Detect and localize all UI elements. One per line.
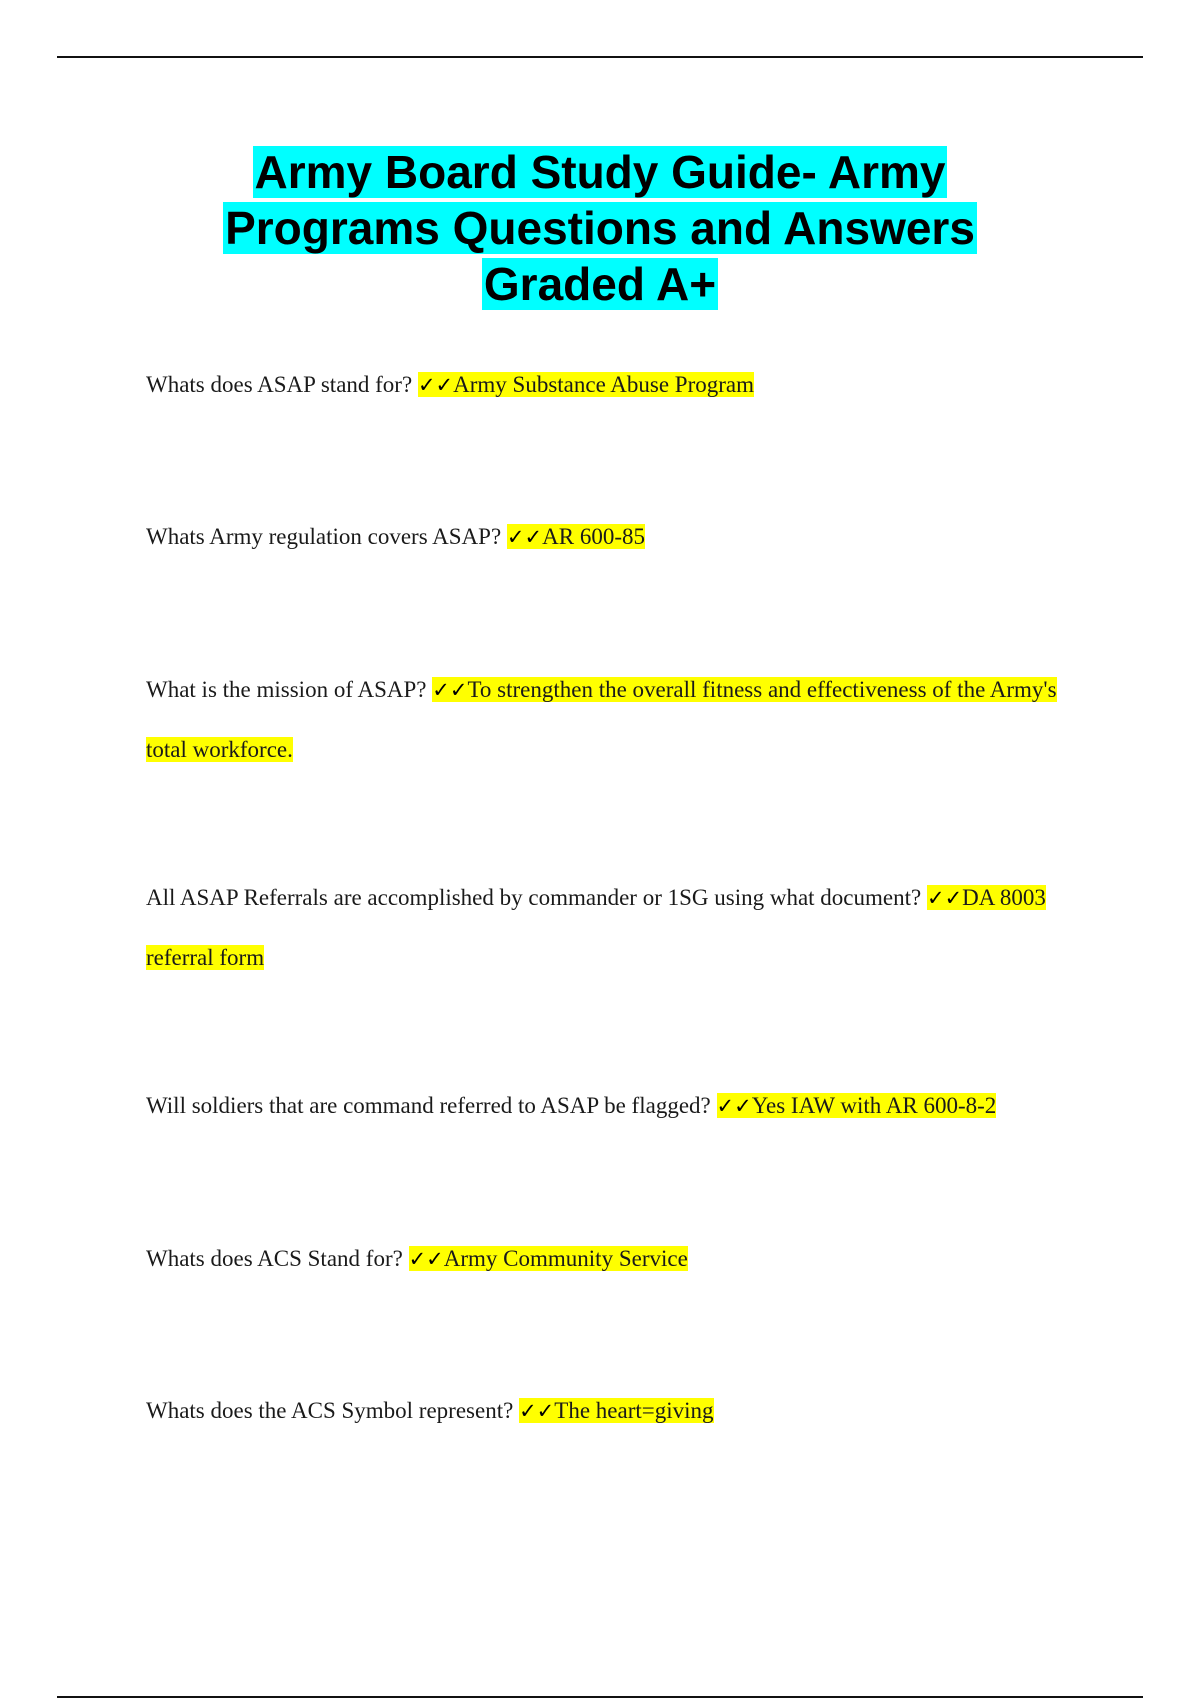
answer-text: Army Community Service xyxy=(443,1246,688,1271)
answer-highlight xyxy=(717,1093,997,1118)
double-check-icon: ✓✓ xyxy=(432,678,468,702)
bottom-rule xyxy=(57,1696,1143,1698)
document-title xyxy=(150,144,1050,312)
question-text: Whats does ACS Stand for? xyxy=(146,1246,409,1271)
double-check-icon: ✓✓ xyxy=(408,1247,444,1271)
qa-item-3 xyxy=(146,660,1076,780)
double-check-icon: ✓✓ xyxy=(506,525,543,549)
title-line-1: Army Board Study Guide- Army xyxy=(254,146,946,198)
question-text: Will soldiers that are command referred to ASAP be flagged? xyxy=(146,1093,717,1118)
qa-item-2 xyxy=(146,507,1076,567)
double-check-icon: ✓✓ xyxy=(716,1094,752,1118)
answer-text: The heart=giving xyxy=(554,1398,714,1423)
question-text: Whats does the ACS Symbol represent? xyxy=(146,1398,520,1423)
double-check-icon: ✓✓ xyxy=(417,373,454,397)
answer-highlight xyxy=(409,1246,688,1271)
question-text: Whats does ASAP stand for? xyxy=(146,372,418,397)
question-text: All ASAP Referrals are accomplished by commander or 1SG using what document? xyxy=(146,885,927,910)
answer-text: Yes IAW with AR 600-8-2 xyxy=(751,1093,997,1118)
answer-text: To strengthen the overall fitness and effectiveness of the Army's total workforce. xyxy=(146,677,1057,762)
qa-item-5 xyxy=(146,1076,1076,1136)
double-check-icon: ✓✓ xyxy=(519,1399,555,1423)
qa-item-6 xyxy=(146,1229,1076,1289)
answer-text: DA 8003 referral form xyxy=(146,885,1046,970)
qa-item-4 xyxy=(146,868,1076,988)
qa-item-1 xyxy=(146,355,1076,415)
qa-item-7 xyxy=(146,1381,1076,1441)
answer-text: AR 600-85 xyxy=(542,524,645,549)
answer-text: Army Substance Abuse Program xyxy=(453,372,755,397)
double-check-icon: ✓✓ xyxy=(926,886,963,910)
question-text: What is the mission of ASAP? xyxy=(146,677,433,702)
answer-highlight xyxy=(519,1398,713,1423)
question-text: Whats Army regulation covers ASAP? xyxy=(146,524,507,549)
answer-highlight xyxy=(418,372,754,397)
title-line-3: Graded A+ xyxy=(483,258,717,310)
top-rule xyxy=(57,56,1143,58)
title-line-2: Programs Questions and Answers xyxy=(225,202,975,254)
answer-highlight xyxy=(507,524,645,549)
